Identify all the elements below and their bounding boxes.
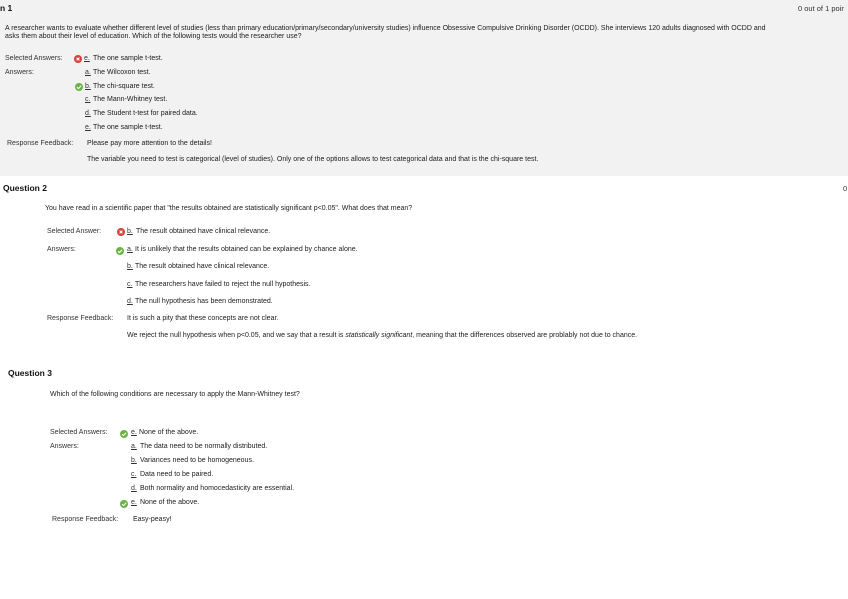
answers-label: Answers: — [50, 443, 79, 450]
answer-letter: d. — [127, 298, 133, 305]
selected-answer-text: The one sample t-test. — [93, 55, 163, 62]
answer-text: The result obtained have clinical relevance. — [135, 263, 270, 270]
question-3-title: Question 3 — [8, 368, 52, 378]
answer-text: The researchers have failed to reject the null hypothesis. — [135, 281, 311, 288]
x-circle-icon — [74, 55, 82, 63]
answer-letter: c. — [131, 471, 137, 478]
answer-letter: c. — [85, 96, 91, 103]
answer-letter: c. — [127, 281, 133, 288]
selected-answers-label: Selected Answers: — [50, 429, 108, 436]
check-circle-icon — [75, 83, 83, 91]
selected-answers-label: Selected Answers: — [5, 55, 63, 62]
answers-label: Answers: — [47, 246, 76, 253]
feedback-emphasis: statistically significant — [345, 332, 413, 339]
answer-text: The Mann-Whitney test. — [93, 96, 168, 103]
response-feedback-explanation: The variable you need to test is categorical (level of studies). Only one of the options allows to test categorical data and that is the chi-square test. — [87, 156, 539, 163]
check-circle-icon — [116, 247, 124, 255]
answer-letter: e. — [131, 499, 137, 506]
selected-answer-letter: e. — [131, 429, 137, 436]
selected-answer-text: None of the above. — [139, 429, 199, 436]
answer-letter: a. — [131, 443, 137, 450]
answer-text: The one sample t-test. — [93, 124, 163, 131]
question-3-text: Which of the following conditions are necessary to apply the Mann-Whitney test? — [50, 391, 300, 398]
question-1-text-cont: asks them about their level of education. Which of the following tests would the researcher use? — [5, 33, 302, 40]
answer-text: The data need to be normally distributed. — [140, 443, 268, 450]
question-1-text: A researcher wants to evaluate whether different level of studies (less than primary education/primary/secondary/university studies) influence Obsessive Compulsive Drinking Disorder (OCDD). She interviews 120 adults diagnosed with OCDD and — [5, 25, 766, 32]
question-1-title: n 1 — [0, 3, 13, 13]
answer-text: The Student t-test for paired data. — [93, 110, 198, 117]
answer-text: Data need to be paired. — [140, 471, 214, 478]
answer-letter: b. — [131, 457, 137, 464]
answer-text: Variances need to be homogeneous. — [140, 457, 254, 464]
response-feedback-label: Response Feedback: — [47, 315, 114, 322]
response-feedback-text: It is such a pity that these concepts are not clear. — [127, 315, 279, 322]
response-feedback-label: Response Feedback: — [7, 140, 74, 147]
selected-answer-label: Selected Answer: — [47, 228, 102, 235]
selected-answer-text: The result obtained have clinical relevance. — [136, 228, 271, 235]
question-2-score: 0 — [843, 184, 848, 193]
answer-letter: b. — [127, 263, 133, 270]
answer-text: The null hypothesis has been demonstrated. — [135, 298, 273, 305]
x-circle-icon — [117, 228, 125, 236]
feedback-text-part: We reject the null hypothesis when p<0.05, and we say that a result is — [127, 332, 346, 339]
answer-text: The Wilcoxon test. — [93, 69, 151, 76]
answer-letter: d. — [85, 110, 91, 117]
response-feedback-text: Please pay more attention to the details! — [87, 140, 212, 147]
answer-letter: a. — [85, 69, 91, 76]
answer-text: The chi-square test. — [93, 83, 155, 90]
question-1-score: 0 out of 1 poir — [798, 4, 844, 13]
question-2-text: You have read in a scientific paper that "the results obtained are statistically significant p<0.05". What does that mean? — [45, 205, 413, 212]
response-feedback-text: Easy-peasy! — [133, 516, 172, 523]
response-feedback-explanation — [127, 332, 637, 339]
answer-text: Both normality and homocedasticity are essential. — [140, 485, 295, 492]
answers-label: Answers: — [5, 69, 34, 76]
check-circle-icon — [120, 430, 128, 438]
question-2-title: Question 2 — [3, 183, 47, 193]
selected-answer-letter: e. — [84, 55, 90, 62]
response-feedback-label: Response Feedback: — [52, 516, 119, 523]
answer-letter: e. — [85, 124, 91, 131]
answer-text: None of the above. — [140, 499, 200, 506]
check-circle-icon — [120, 500, 128, 508]
feedback-text-part: , meaning that the differences observed are problably not due to chance. — [412, 332, 638, 339]
answer-letter: d. — [131, 485, 137, 492]
answer-text: It is unlikely that the results obtained can be explained by chance alone. — [135, 246, 358, 253]
answer-letter: a. — [127, 246, 133, 253]
selected-answer-letter: b. — [127, 228, 133, 235]
answer-letter: b. — [85, 83, 91, 90]
